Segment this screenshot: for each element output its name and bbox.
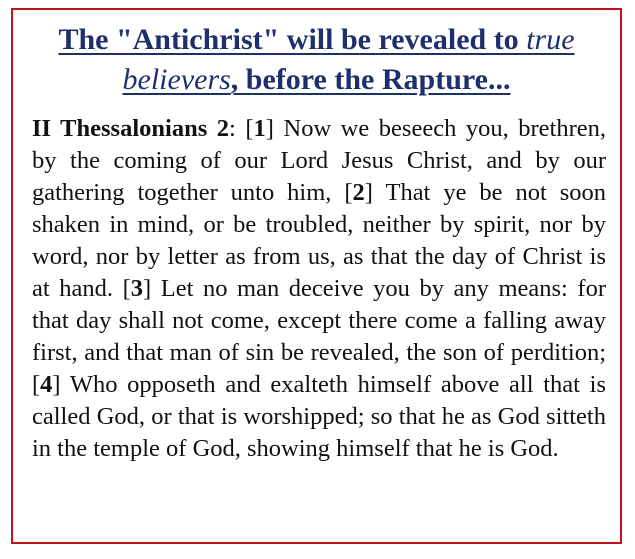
verse-bracket: ] bbox=[52, 371, 61, 398]
scripture-passage bbox=[32, 113, 606, 465]
verse-number-2: 2 bbox=[352, 179, 365, 206]
title-emphasis-true: true bbox=[526, 23, 575, 56]
title-line-1 bbox=[13, 20, 620, 60]
title-line-2 bbox=[13, 60, 620, 100]
verse-number-3: 3 bbox=[130, 275, 143, 302]
verse-text-2: That ye be not soon shaken in mind, or be troubled, neither by spirit, nor by word, nor by letter as from us, as that the day of Christ is at hand. bbox=[32, 179, 606, 302]
verse-bracket: ] bbox=[143, 275, 152, 302]
verse-bracket: [ bbox=[122, 275, 131, 302]
verse-text-3: Let no man deceive you by any means: for that day shall not come, except there come a falling away first, and that man of sin be revealed, the son of perdition; bbox=[32, 275, 606, 366]
reference-separator: : bbox=[229, 115, 246, 142]
title-emphasis-believers: believers bbox=[122, 63, 231, 96]
page-title bbox=[13, 20, 620, 100]
title-text: The "Antichrist" will be revealed to bbox=[58, 23, 527, 56]
verse-bracket: [ bbox=[344, 179, 353, 206]
verse-number-1: 1 bbox=[253, 115, 266, 142]
verse-bracket: ] bbox=[265, 115, 274, 142]
verse-number-4: 4 bbox=[40, 371, 53, 398]
verse-bracket: ] bbox=[364, 179, 373, 206]
verse-bracket: [ bbox=[32, 371, 41, 398]
verse-bracket: [ bbox=[245, 115, 254, 142]
quote-frame bbox=[11, 8, 622, 544]
passage-reference: II Thessalonians 2 bbox=[32, 115, 230, 142]
verse-text-1: Now we beseech you, brethren, by the coming of our Lord Jesus Christ, and by our gathering together unto him, bbox=[32, 115, 607, 206]
title-text-end: , before the Rapture... bbox=[230, 63, 511, 96]
verse-text-4: Who opposeth and exalteth himself above all that is called God, or that is worshipped; so that he as God sitteth in the temple of God, showing himself that he is God. bbox=[32, 371, 606, 462]
